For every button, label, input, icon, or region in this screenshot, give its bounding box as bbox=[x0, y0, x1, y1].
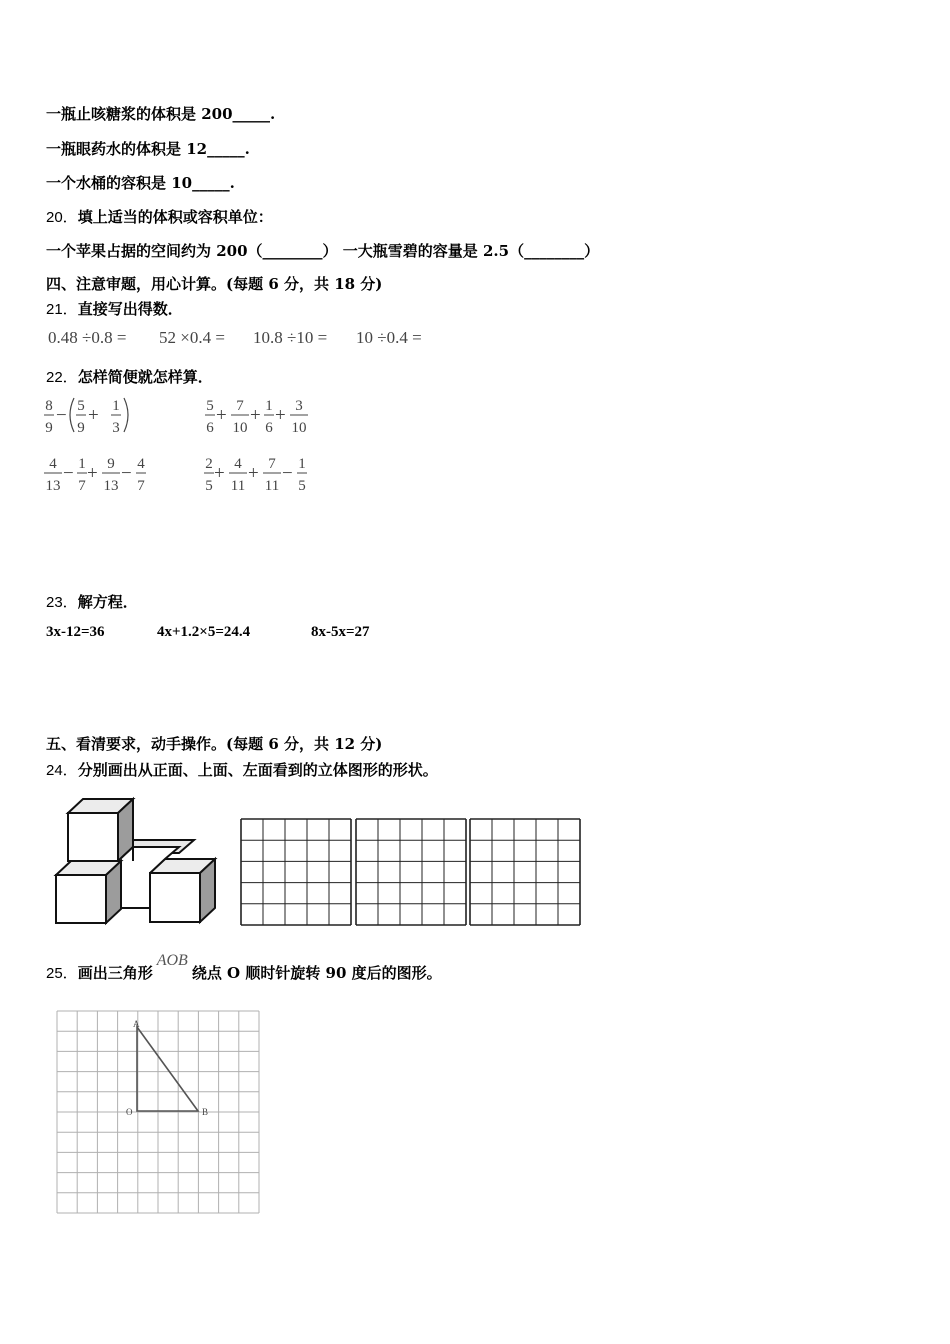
fraction-numerator: 9 bbox=[107, 456, 115, 472]
fraction-denominator: 11 bbox=[230, 478, 246, 494]
question-text-post: 绕点 O 顺时针旋转 90 度后的图形。 bbox=[191, 964, 442, 982]
equation: 4x+1.2×5=24.4 bbox=[157, 624, 251, 640]
operator: + bbox=[87, 463, 98, 484]
left-paren bbox=[70, 398, 74, 432]
front-view-grid[interactable] bbox=[241, 819, 351, 925]
question-text: 填上适当的体积或容积单位： bbox=[77, 208, 273, 226]
operator: − bbox=[282, 463, 293, 484]
fraction-numerator: 4 bbox=[234, 456, 242, 472]
line-apple-sprite: 一个苹果占据的空间约为 200（________） 一大瓶雪碧的容量是 2.5（________） bbox=[46, 242, 600, 260]
fraction-numerator: 1 bbox=[112, 398, 120, 414]
fraction-numerator: 1 bbox=[265, 398, 273, 414]
section-4-heading: 四、注意审题，用心计算。(每题 6 分，共 18 分) bbox=[46, 275, 383, 293]
section-5-heading: 五、看清要求，动手操作。(每题 6 分，共 12 分) bbox=[46, 735, 383, 753]
view-grids bbox=[240, 818, 585, 928]
fraction-numerator: 2 bbox=[205, 456, 213, 472]
question-text: 解方程． bbox=[77, 593, 138, 611]
fraction-denominator: 10 bbox=[291, 420, 307, 436]
operator: + bbox=[88, 405, 99, 426]
fraction-numerator: 1 bbox=[78, 456, 86, 472]
question-text: 分别画出从正面、上面、左面看到的立体图形的形状。 bbox=[77, 761, 438, 779]
point-b-label: B bbox=[202, 1107, 209, 1117]
question-20 bbox=[46, 206, 273, 227]
fraction-denominator: 3 bbox=[112, 420, 120, 436]
fraction-denominator: 10 bbox=[232, 420, 248, 436]
line-bucket: 一个水桶的容积是 10_____. bbox=[46, 174, 235, 192]
equation: 8x-5x=27 bbox=[311, 624, 370, 640]
fraction-denominator: 11 bbox=[264, 478, 280, 494]
fraction-numerator: 1 bbox=[298, 456, 306, 472]
question-text: 怎样简便就怎样算． bbox=[77, 368, 213, 386]
top-view-grid[interactable] bbox=[356, 819, 466, 925]
fraction-denominator: 6 bbox=[265, 420, 273, 436]
fraction-numerator: 7 bbox=[236, 398, 244, 414]
question-number: 20． bbox=[46, 209, 78, 226]
expression-3 bbox=[44, 452, 154, 500]
fraction-denominator: 13 bbox=[45, 478, 61, 494]
fraction-denominator: 7 bbox=[78, 478, 86, 494]
operator: − bbox=[56, 405, 67, 426]
rotation-grid[interactable] bbox=[55, 1009, 265, 1221]
fraction-numerator: 3 bbox=[295, 398, 303, 414]
left-view-grid[interactable] bbox=[470, 819, 580, 925]
question-number: 22． bbox=[46, 369, 78, 386]
operator: + bbox=[275, 405, 286, 426]
question-number: 25． bbox=[46, 965, 78, 982]
calc-item: 10 ÷0.4 = bbox=[356, 328, 422, 347]
operator: + bbox=[216, 405, 227, 426]
operator: − bbox=[63, 463, 74, 484]
cube-solid-figure bbox=[46, 795, 246, 930]
operator: + bbox=[248, 463, 259, 484]
question-text: 直接写出得数． bbox=[77, 300, 183, 318]
operator: + bbox=[214, 463, 225, 484]
fraction-denominator: 5 bbox=[298, 478, 306, 494]
question-number: 21． bbox=[46, 301, 78, 318]
line-eyedrops: 一瓶眼药水的体积是 12_____. bbox=[46, 140, 250, 158]
fraction-denominator: 9 bbox=[45, 420, 53, 436]
calc-item: 52 ×0.4 = bbox=[159, 328, 225, 347]
point-o-label: O bbox=[126, 1107, 133, 1117]
expression-4 bbox=[204, 452, 314, 500]
right-paren bbox=[124, 398, 128, 432]
fraction-numerator: 7 bbox=[268, 456, 276, 472]
fraction-denominator: 5 bbox=[205, 478, 213, 494]
point-a-label: A bbox=[133, 1019, 140, 1029]
equation: 3x-12=36 bbox=[46, 624, 105, 640]
expression-1 bbox=[44, 394, 139, 442]
operator: + bbox=[250, 405, 261, 426]
calc-item: 10.8 ÷10 = bbox=[253, 328, 328, 347]
fraction-denominator: 7 bbox=[137, 478, 145, 494]
question-21 bbox=[46, 298, 183, 319]
fraction-denominator: 9 bbox=[77, 420, 85, 436]
expression-2 bbox=[204, 394, 314, 442]
question-text-pre: 画出三角形 bbox=[77, 964, 153, 982]
triangle-name-math: AOB bbox=[156, 952, 188, 969]
fraction-numerator: 4 bbox=[49, 456, 57, 472]
calc-item: 0.48 ÷0.8 = bbox=[48, 328, 127, 347]
question-24 bbox=[46, 759, 438, 780]
operator: − bbox=[121, 463, 132, 484]
fraction-numerator: 4 bbox=[137, 456, 145, 472]
fraction-denominator: 13 bbox=[103, 478, 119, 494]
line-syrup: 一瓶止咳糖浆的体积是 200_____. bbox=[46, 105, 276, 123]
fraction-numerator: 5 bbox=[77, 398, 85, 414]
question-number: 24． bbox=[46, 762, 78, 779]
fraction-numerator: 5 bbox=[206, 398, 214, 414]
question-22 bbox=[46, 366, 213, 387]
question-23 bbox=[46, 591, 138, 612]
fraction-numerator: 8 bbox=[45, 398, 53, 414]
triangle-aob bbox=[137, 1027, 198, 1111]
fraction-denominator: 6 bbox=[206, 420, 214, 436]
question-25 bbox=[46, 952, 442, 983]
question-number: 23． bbox=[46, 594, 78, 611]
